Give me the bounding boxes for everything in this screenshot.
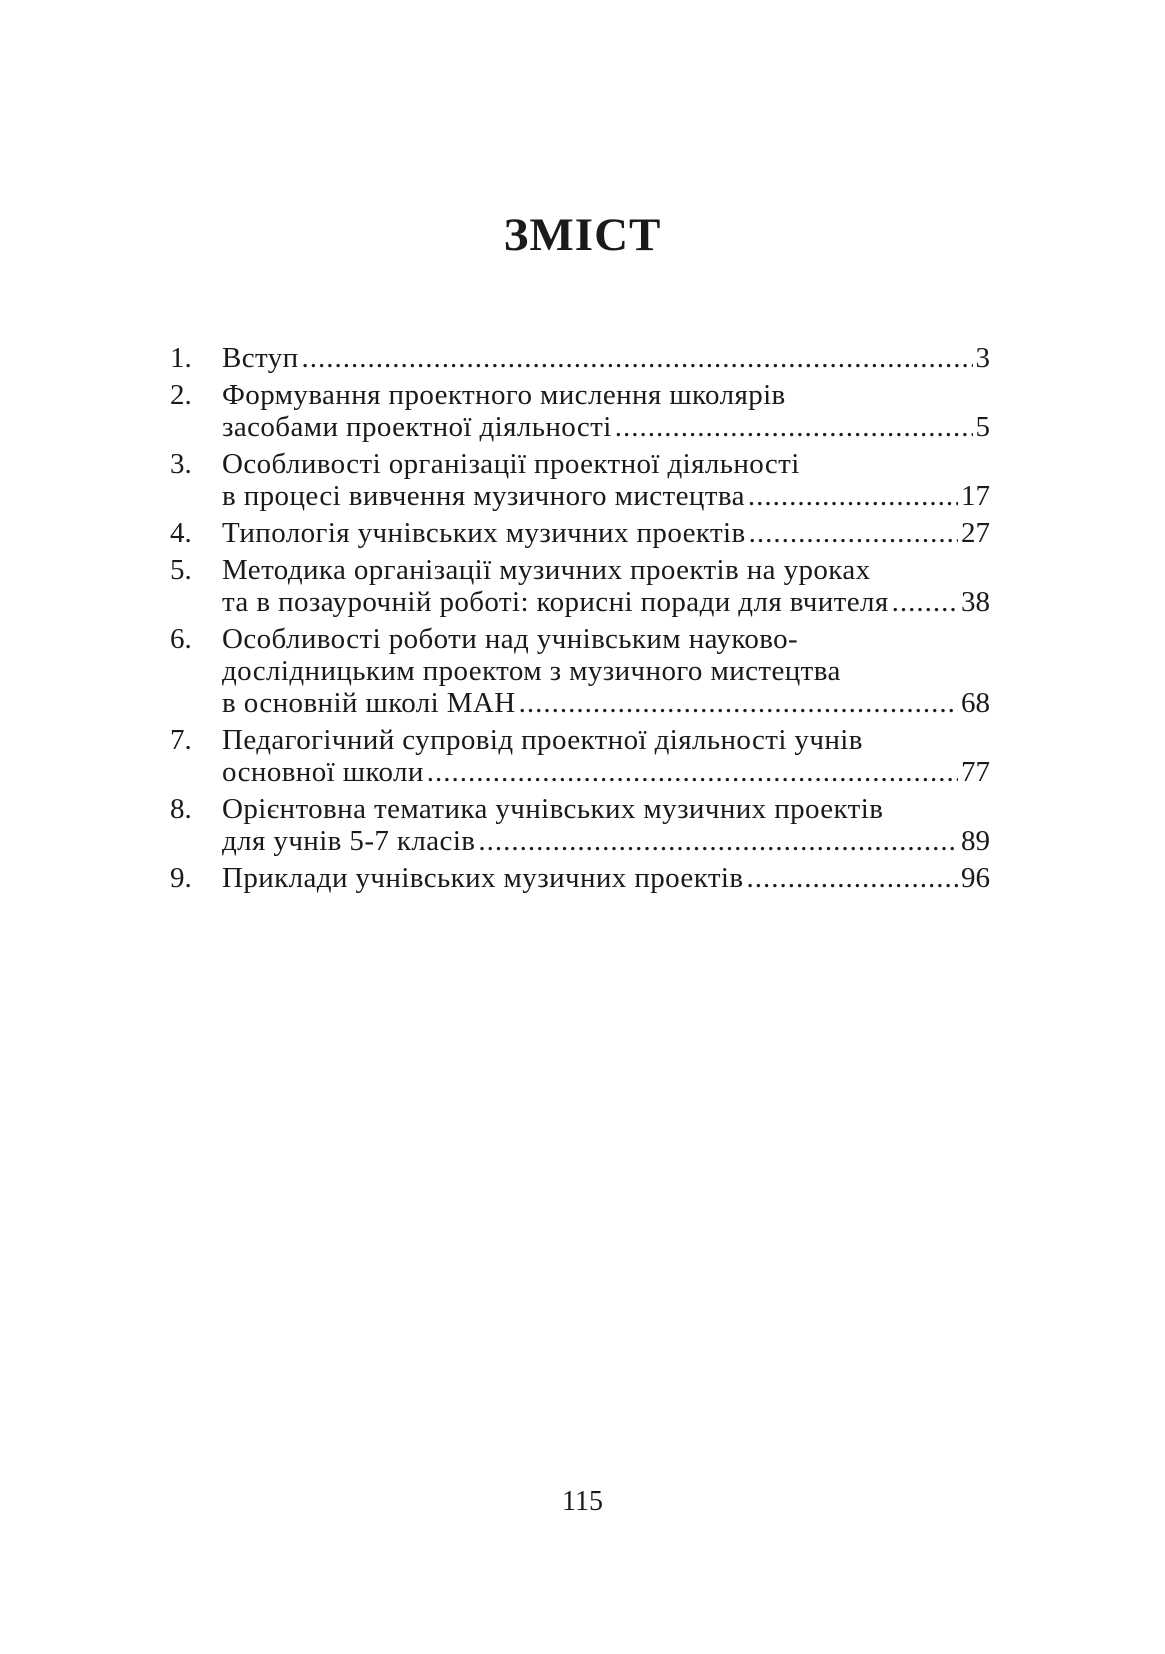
- toc-entry-text: дослідницьким проектом з музичного мистецтва: [222, 655, 841, 687]
- toc-entry-page: 3: [975, 342, 990, 374]
- toc-entry: [170, 379, 990, 443]
- toc-entry-page: 17: [961, 480, 990, 512]
- toc-dot-leader: [519, 687, 958, 719]
- toc-dot-leader: [746, 862, 958, 894]
- toc-dot-leader: [892, 586, 958, 618]
- toc-entry: [170, 862, 990, 894]
- toc-entry-line: [222, 411, 990, 443]
- toc-entry-line: [222, 862, 990, 894]
- toc-dot-leader: [427, 756, 958, 788]
- toc-entry-line: [222, 342, 990, 374]
- toc-entry: [170, 342, 990, 374]
- toc-entry-line: [222, 825, 990, 857]
- toc-entry-text: основної школи: [222, 756, 424, 788]
- toc-entry-body: [222, 623, 990, 719]
- page-title: ЗМІСТ: [503, 209, 662, 261]
- page-number: 115: [562, 1486, 603, 1517]
- toc-entry-line: [222, 756, 990, 788]
- toc-entry-text: засобами проектної діяльності: [222, 411, 612, 443]
- toc-entry-text: Особливості організації проектної діяльності: [222, 448, 800, 480]
- toc-entry-page: 38: [961, 586, 990, 618]
- toc-dot-leader: [478, 825, 958, 857]
- toc-entry-text: Орієнтовна тематика учнівських музичних проектів: [222, 793, 884, 825]
- toc-dot-leader: [302, 342, 973, 374]
- toc-entry-line: [222, 517, 990, 549]
- toc-entry: [170, 448, 990, 512]
- toc-entry-text: для учнів 5-7 класів: [222, 825, 476, 857]
- toc-entry-body: [222, 554, 990, 618]
- toc-entry-number: 6.: [170, 623, 192, 655]
- toc-entry-text: в процесі вивчення музичного мистецтва: [222, 480, 745, 512]
- toc-entry-text: Особливості роботи над учнівським науково-: [222, 623, 799, 655]
- table-of-contents: [170, 342, 990, 899]
- toc-entry-number: 9.: [170, 862, 192, 894]
- toc-entry-number: 3.: [170, 448, 192, 480]
- toc-dot-leader: [748, 480, 958, 512]
- toc-entry-page: 5: [975, 411, 990, 443]
- toc-entry-text: Вступ: [222, 342, 299, 374]
- toc-entry-body: [222, 448, 990, 512]
- toc-entry-body: [222, 724, 990, 788]
- toc-entry: [170, 554, 990, 618]
- toc-entry-text: Формування проектного мислення школярів: [222, 379, 786, 411]
- toc-entry-body: [222, 793, 990, 857]
- toc-entry-body: [222, 517, 990, 549]
- toc-entry-text: Типологія учнівських музичних проектів: [222, 517, 746, 549]
- toc-entry: [170, 623, 990, 719]
- toc-entry-text: та в позаурочній роботі: корисні поради для вчителя: [222, 586, 889, 618]
- toc-entry-body: [222, 379, 990, 443]
- toc-entry-page: 89: [961, 825, 990, 857]
- toc-entry-text: Приклади учнівських музичних проектів: [222, 862, 744, 894]
- toc-entry-number: 7.: [170, 724, 192, 756]
- toc-entry-page: 68: [961, 687, 990, 719]
- toc-entry-number: 8.: [170, 793, 192, 825]
- toc-entry-line: [222, 687, 990, 719]
- toc-entry-number: 5.: [170, 554, 192, 586]
- toc-dot-leader: [749, 517, 958, 549]
- toc-entry-page: 77: [961, 756, 990, 788]
- toc-entry: [170, 793, 990, 857]
- toc-entry-number: 1.: [170, 342, 192, 374]
- toc-entry: [170, 724, 990, 788]
- toc-dot-leader: [615, 411, 973, 443]
- toc-entry-line: [222, 586, 990, 618]
- toc-entry-text: в основній школі МАН: [222, 687, 516, 719]
- toc-entry-page: 27: [961, 517, 990, 549]
- toc-entry-line: [222, 480, 990, 512]
- toc-entry-text: Методика організації музичних проектів на уроках: [222, 554, 871, 586]
- toc-entry-page: 96: [961, 862, 990, 894]
- toc-entry-text: Педагогічний супровід проектної діяльності учнів: [222, 724, 863, 756]
- toc-entry: [170, 517, 990, 549]
- toc-entry-number: 4.: [170, 517, 192, 549]
- toc-entry-body: [222, 862, 990, 894]
- toc-entry-body: [222, 342, 990, 374]
- toc-entry-number: 2.: [170, 379, 192, 411]
